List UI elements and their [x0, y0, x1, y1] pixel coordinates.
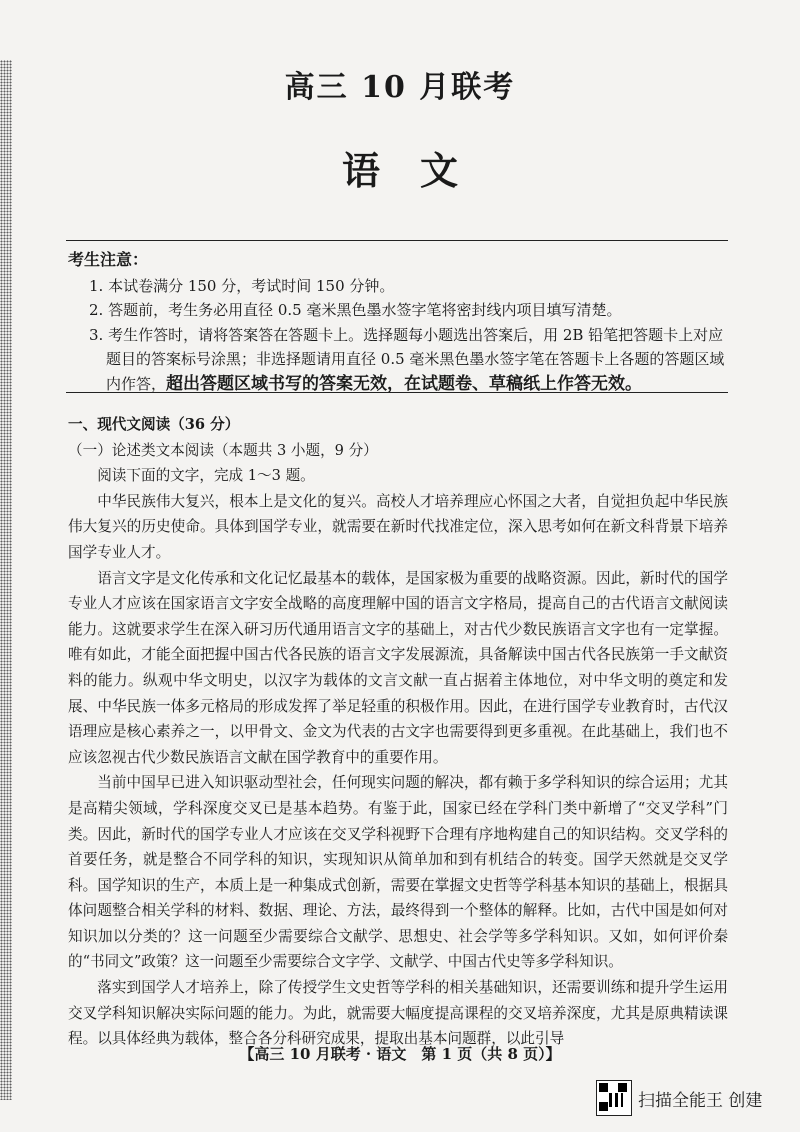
- notice-item-3: [68, 323, 728, 397]
- notice-heading: 考生注意：: [68, 250, 149, 269]
- binding-edge: [0, 60, 12, 1100]
- exam-title: 高三 10 月联考: [284, 70, 516, 105]
- page-footer: 【高三 10 月联考 · 语文 第 1 页（共 8 页）】: [239, 1045, 561, 1063]
- section-subheading: （一）论述类文本阅读（本题共 3 小题，9 分）: [68, 441, 378, 459]
- notice-top-rule: [66, 240, 728, 241]
- reading-section: [68, 412, 728, 1052]
- scanner-watermark: 扫描全能王 创建: [638, 1091, 763, 1111]
- instruction-text: 阅读下面的文字，完成 1～3 题。: [97, 467, 315, 485]
- paragraph-3: 当前中国早已进入知识驱动型社会，任何现实问题的解决，都有赖于多学科知识的综合运用；尤其是高精尖领域，学科深度交叉已是基本趋势。有鉴于此，国家已经在学科门类中新增了“交叉学科”门类。因此，新时代的国学专业人才应该在交叉学科视野下合理有序地构建自己的知识结构。交叉学科的首要任务，就是整合不同学科的知识，实现知识从简单加和到有机结合的转变。国学天然就是交叉学科。国学知识的生产，本质上是一种集成式创新，需要在掌握文史哲等学科基本知识的基础上，根据具体问题整合相关学科的材料、数据、理论、方法，最终得到一个整体的解释。比如，古代中国是如何对知识加以分类的？这一问题至少需要综合文献学、思想史、社会学等多学科知识。又如，如何评价秦的“书同文”政策？这一问题至少需要综合文字学、文献学、中国古代史等多学科知识。: [68, 774, 728, 971]
- notice-item-1: 1. 本试卷满分 150 分，考试时间 150 分钟。: [89, 276, 395, 295]
- notice-item-3-text: 3. 考生作答时，请将答案答在答题卡上。选择题每小题选出答案后，用 2B 铅笔把答题卡上对应题目的答案标号涂黑；非选择题请用直径 0.5 毫米黑色墨水签字笔在答题卡上各题的答题区域内作答，: [89, 325, 725, 393]
- subject-title: 语文: [341, 148, 498, 193]
- notice-box: [68, 248, 728, 396]
- paragraph-4: 落实到国学人才培养上，除了传授学生文史哲等学科的相关基础知识，还需要训练和提升学生运用交叉学科知识解决实际问题的能力。为此，就需要大幅度提高课程的交叉培养深度，尤其是原典精读课程。以具体经典为载体，整合各分科研究成果，提取出基本问题群，以此引导: [68, 979, 728, 1048]
- notice-item-2: 2. 答题前，考生务必用直径 0.5 毫米黑色墨水签字笔将密封线内项目填写清楚。: [89, 301, 622, 319]
- section-heading: 一、现代文阅读（36 分）: [68, 416, 240, 433]
- paragraph-2: 语言文字是文化传承和文化记忆最基本的载体，是国家极为重要的战略资源。因此，新时代的国学专业人才应该在国家语言文字安全战略的高度理解中国的语言文字格局，提高自己的古代语言文献阅读能力。这就要求学生在深入研习历代通用语言文字的基础上，对古代少数民族语言文字也有一定掌握。唯有如此，才能全面把握中国古代各民族的语言文字发展源流，具备解读中国古代各民族第一手文献资料的能力。纵观中华文明史，以汉字为载体的文言文献一直占据着主体地位，对中华文明的奠定和发展、中华民族一体多元格局的形成发挥了举足轻重的积极作用。因此，在进行国学专业教育时，古代汉语理应是核心素养之一，以甲骨文、金文为代表的古文字也需要得到更多重视。在此基础上，我们也不应该忽视古代少数民族语言文献在国学教育中的重要作用。: [68, 569, 728, 766]
- notice-bottom-rule: [66, 392, 728, 393]
- qr-code-icon: [596, 1080, 632, 1116]
- paragraph-1: 中华民族伟大复兴，根本上是文化的复兴。高校人才培养理应心怀国之大者，自觉担负起中华民族伟大复兴的历史使命。具体到国学专业，就需要在新时代找准定位，深入思考如何在新文科背景下培养国学专业人才。: [68, 492, 728, 561]
- notice-item-3-emphasis: 超出答题区域书写的答案无效，在试题卷、草稿纸上作答无效。: [166, 373, 643, 394]
